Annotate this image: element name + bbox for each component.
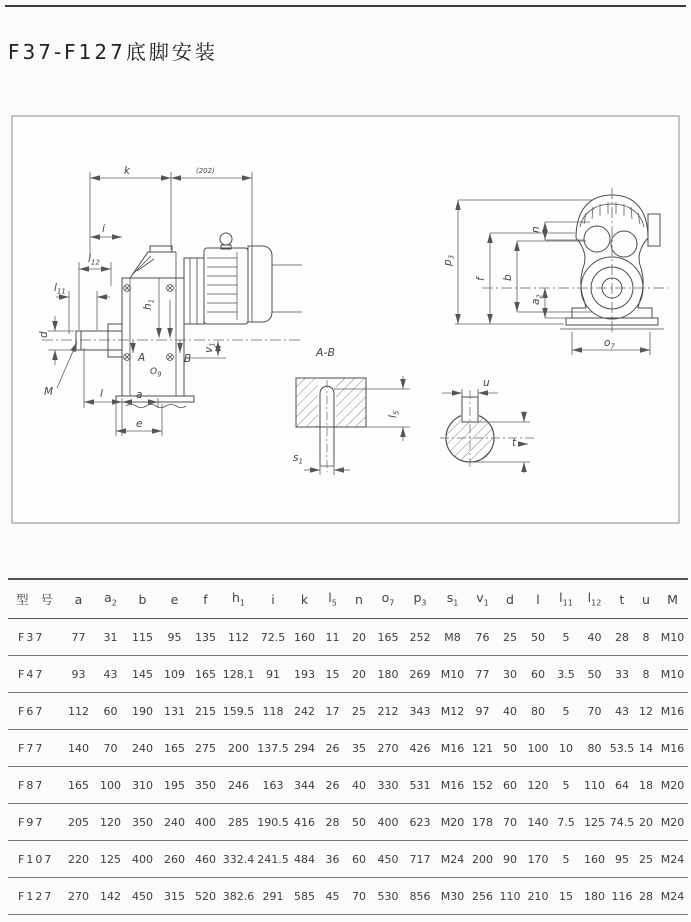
value-cell: 93	[62, 656, 95, 693]
model-cell: F47	[8, 656, 62, 693]
value-cell: 25	[635, 841, 657, 878]
value-cell: 5	[552, 767, 580, 804]
drawing-label-a: a	[136, 389, 143, 401]
value-cell: 15	[552, 878, 580, 915]
drawing-label-f: f	[475, 277, 487, 281]
value-cell: 77	[62, 619, 95, 656]
value-cell: 416	[290, 804, 319, 841]
table-row	[8, 619, 688, 656]
drawing-label-o9: $O_9$	[150, 367, 162, 379]
value-cell: 269	[404, 656, 436, 693]
value-cell: 135	[190, 619, 221, 656]
drawing-label-i: i	[102, 223, 105, 235]
value-cell: 270	[62, 878, 95, 915]
value-cell: 178	[469, 804, 496, 841]
column-header: e	[159, 579, 190, 619]
value-cell: 74.5	[609, 804, 635, 841]
value-cell: 215	[190, 693, 221, 730]
value-cell: 110	[496, 878, 524, 915]
column-header: $l_5$	[319, 579, 346, 619]
value-cell: M24	[657, 878, 688, 915]
value-cell: 450	[126, 878, 159, 915]
value-cell: 160	[290, 619, 319, 656]
value-cell: 180	[372, 656, 404, 693]
value-cell: 15	[319, 656, 346, 693]
drawing-label-B: B	[184, 353, 192, 365]
value-cell: 36	[319, 841, 346, 878]
table-row	[8, 804, 688, 841]
value-cell: 28	[319, 804, 346, 841]
value-cell: 460	[190, 841, 221, 878]
value-cell: M10	[657, 656, 688, 693]
value-cell: 3.5	[552, 656, 580, 693]
value-cell: 240	[126, 730, 159, 767]
value-cell: 193	[290, 656, 319, 693]
value-cell: 20	[346, 656, 372, 693]
value-cell: 112	[221, 619, 256, 656]
drawing-label-motor-length-note: (202)	[196, 167, 215, 175]
value-cell: 100	[524, 730, 552, 767]
value-cell: 50	[580, 656, 609, 693]
value-cell: 140	[62, 730, 95, 767]
value-cell: 8	[635, 619, 657, 656]
value-cell: 70	[496, 804, 524, 841]
value-cell: 72.5	[256, 619, 290, 656]
drawing-label-d: d	[38, 331, 50, 338]
column-header: n	[346, 579, 372, 619]
value-cell: 70	[346, 878, 372, 915]
value-cell: 170	[524, 841, 552, 878]
value-cell: 315	[159, 878, 190, 915]
drawing-label-s1: $s_1$	[293, 452, 303, 466]
value-cell: 53.5	[609, 730, 635, 767]
value-cell: 116	[609, 878, 635, 915]
value-cell: 350	[190, 767, 221, 804]
value-cell: 220	[62, 841, 95, 878]
value-cell: 200	[221, 730, 256, 767]
column-header: u	[635, 579, 657, 619]
value-cell: 5	[552, 693, 580, 730]
drawing-label-k: k	[124, 165, 131, 177]
value-cell: 97	[469, 693, 496, 730]
column-header: $p_3$	[404, 579, 436, 619]
value-cell: M24	[436, 841, 469, 878]
column-header: $l_{11}$	[552, 579, 580, 619]
column-header: $l_{12}$	[580, 579, 609, 619]
value-cell: 50	[524, 619, 552, 656]
value-cell: 190.5	[256, 804, 290, 841]
value-cell: 8	[635, 656, 657, 693]
value-cell: 623	[404, 804, 436, 841]
table-row	[8, 730, 688, 767]
value-cell: 91	[256, 656, 290, 693]
value-cell: 856	[404, 878, 436, 915]
value-cell: 118	[256, 693, 290, 730]
value-cell: 350	[126, 804, 159, 841]
drawing-label-l: l	[100, 388, 103, 400]
value-cell: 31	[95, 619, 126, 656]
value-cell: 70	[580, 693, 609, 730]
value-cell: 128.1	[221, 656, 256, 693]
value-cell: 275	[190, 730, 221, 767]
value-cell: 25	[496, 619, 524, 656]
value-cell: 43	[95, 656, 126, 693]
value-cell: M20	[436, 804, 469, 841]
value-cell: 344	[290, 767, 319, 804]
value-cell: 109	[159, 656, 190, 693]
value-cell: M16	[436, 730, 469, 767]
value-cell: M20	[657, 767, 688, 804]
value-cell: M10	[657, 619, 688, 656]
value-cell: 120	[524, 767, 552, 804]
column-header: f	[190, 579, 221, 619]
value-cell: M12	[436, 693, 469, 730]
model-cell: F97	[8, 804, 62, 841]
drawing-frame	[12, 116, 679, 523]
value-cell: 330	[372, 767, 404, 804]
value-cell: 240	[159, 804, 190, 841]
value-cell: 195	[159, 767, 190, 804]
column-header: i	[256, 579, 290, 619]
model-cell: F127	[8, 878, 62, 915]
value-cell: 26	[319, 767, 346, 804]
value-cell: 120	[95, 804, 126, 841]
value-cell: 285	[221, 804, 256, 841]
value-cell: 60	[346, 841, 372, 878]
value-cell: 131	[159, 693, 190, 730]
value-cell: 163	[256, 767, 290, 804]
column-header: k	[290, 579, 319, 619]
column-header: $v_1$	[469, 579, 496, 619]
table-header-row	[8, 579, 688, 619]
value-cell: 450	[372, 841, 404, 878]
value-cell: 530	[372, 878, 404, 915]
value-cell: 252	[404, 619, 436, 656]
value-cell: 60	[95, 693, 126, 730]
column-header: M	[657, 579, 688, 619]
value-cell: 484	[290, 841, 319, 878]
value-cell: 165	[372, 619, 404, 656]
value-cell: 80	[580, 730, 609, 767]
value-cell: 7.5	[552, 804, 580, 841]
value-cell: 241.5	[256, 841, 290, 878]
value-cell: 165	[190, 656, 221, 693]
value-cell: 112	[62, 693, 95, 730]
value-cell: 95	[609, 841, 635, 878]
value-cell: 717	[404, 841, 436, 878]
value-cell: 20	[346, 619, 372, 656]
value-cell: 28	[609, 619, 635, 656]
value-cell: 70	[95, 730, 126, 767]
value-cell: 100	[95, 767, 126, 804]
value-cell: 50	[496, 730, 524, 767]
column-header: l	[524, 579, 552, 619]
column-header: $o_7$	[372, 579, 404, 619]
value-cell: 180	[580, 878, 609, 915]
value-cell: 125	[95, 841, 126, 878]
value-cell: 26	[319, 730, 346, 767]
drawing-label-t: t	[512, 437, 517, 449]
value-cell: 5	[552, 619, 580, 656]
value-cell: 291	[256, 878, 290, 915]
value-cell: 145	[126, 656, 159, 693]
value-cell: 585	[290, 878, 319, 915]
value-cell: 60	[496, 767, 524, 804]
drawing-label-l12: $l_{12}$	[88, 253, 100, 267]
drawing-label-A: A	[138, 352, 146, 364]
value-cell: 400	[372, 804, 404, 841]
drawing-label-u: u	[483, 377, 490, 389]
table-row	[8, 841, 688, 878]
value-cell: M16	[657, 693, 688, 730]
value-cell: 270	[372, 730, 404, 767]
value-cell: M16	[436, 767, 469, 804]
value-cell: 30	[496, 656, 524, 693]
value-cell: 242	[290, 693, 319, 730]
value-cell: 400	[126, 841, 159, 878]
value-cell: 246	[221, 767, 256, 804]
value-cell: 18	[635, 767, 657, 804]
value-cell: 40	[496, 693, 524, 730]
value-cell: 260	[159, 841, 190, 878]
value-cell: M24	[657, 841, 688, 878]
value-cell: M16	[657, 730, 688, 767]
value-cell: 80	[524, 693, 552, 730]
value-cell: 159.5	[221, 693, 256, 730]
column-header: $a_2$	[95, 579, 126, 619]
value-cell: 160	[580, 841, 609, 878]
table-row	[8, 693, 688, 730]
column-header: a	[62, 579, 95, 619]
column-header: $s_1$	[436, 579, 469, 619]
model-cell: F87	[8, 767, 62, 804]
page-title: F37-F127底脚安装	[8, 40, 218, 64]
value-cell: 95	[159, 619, 190, 656]
table-row	[8, 878, 688, 915]
value-cell: 64	[609, 767, 635, 804]
column-header: 型 号	[8, 579, 62, 619]
value-cell: 137.5	[256, 730, 290, 767]
value-cell: 35	[346, 730, 372, 767]
value-cell: 11	[319, 619, 346, 656]
value-cell: 382.6	[221, 878, 256, 915]
value-cell: 76	[469, 619, 496, 656]
value-cell: 17	[319, 693, 346, 730]
value-cell: 400	[190, 804, 221, 841]
drawing-label-n: n	[530, 226, 542, 233]
value-cell: 152	[469, 767, 496, 804]
value-cell: 14	[635, 730, 657, 767]
value-cell: 256	[469, 878, 496, 915]
value-cell: 25	[346, 693, 372, 730]
value-cell: 310	[126, 767, 159, 804]
table-row	[8, 656, 688, 693]
value-cell: 332.4	[221, 841, 256, 878]
value-cell: 142	[95, 878, 126, 915]
value-cell: 210	[524, 878, 552, 915]
value-cell: 5	[552, 841, 580, 878]
value-cell: 165	[62, 767, 95, 804]
value-cell: M8	[436, 619, 469, 656]
model-cell: F77	[8, 730, 62, 767]
drawing-label-e: e	[136, 418, 143, 430]
value-cell: 20	[635, 804, 657, 841]
model-cell: F67	[8, 693, 62, 730]
value-cell: 50	[346, 804, 372, 841]
drawing-label-l5: $l_5$	[387, 410, 401, 418]
model-cell: F37	[8, 619, 62, 656]
drawing-label-a2: $a_2$	[530, 294, 544, 305]
column-header: d	[496, 579, 524, 619]
drawing-label-b: b	[502, 274, 514, 281]
drawing-label-ab-title: A-B	[316, 346, 336, 359]
drawing-label-v1: $v_1$	[203, 342, 217, 353]
table-row	[8, 767, 688, 804]
value-cell: 294	[290, 730, 319, 767]
model-cell: F107	[8, 841, 62, 878]
value-cell: 190	[126, 693, 159, 730]
value-cell: 45	[319, 878, 346, 915]
drawing-label-h1: $h_1$	[142, 298, 156, 310]
column-header: $h_1$	[221, 579, 256, 619]
drawing-label-M: M	[44, 386, 54, 398]
value-cell: 531	[404, 767, 436, 804]
table-body	[8, 619, 688, 915]
value-cell: 520	[190, 878, 221, 915]
value-cell: 77	[469, 656, 496, 693]
dimension-table	[8, 578, 688, 915]
value-cell: M10	[436, 656, 469, 693]
value-cell: 28	[635, 878, 657, 915]
value-cell: 10	[552, 730, 580, 767]
value-cell: 40	[580, 619, 609, 656]
value-cell: 60	[524, 656, 552, 693]
column-header: b	[126, 579, 159, 619]
value-cell: M20	[657, 804, 688, 841]
drawing-label-l11: $l_{11}$	[54, 282, 66, 296]
value-cell: 426	[404, 730, 436, 767]
value-cell: 212	[372, 693, 404, 730]
value-cell: 43	[609, 693, 635, 730]
value-cell: 205	[62, 804, 95, 841]
value-cell: 115	[126, 619, 159, 656]
value-cell: 110	[580, 767, 609, 804]
drawing-label-p3: $p_3$	[442, 254, 456, 266]
value-cell: 140	[524, 804, 552, 841]
value-cell: 125	[580, 804, 609, 841]
value-cell: 200	[469, 841, 496, 878]
value-cell: 40	[346, 767, 372, 804]
column-header: t	[609, 579, 635, 619]
drawing-label-o7: $o_7$	[604, 337, 615, 351]
value-cell: 165	[159, 730, 190, 767]
value-cell: 90	[496, 841, 524, 878]
value-cell: 33	[609, 656, 635, 693]
value-cell: 121	[469, 730, 496, 767]
value-cell: M30	[436, 878, 469, 915]
value-cell: 343	[404, 693, 436, 730]
value-cell: 12	[635, 693, 657, 730]
